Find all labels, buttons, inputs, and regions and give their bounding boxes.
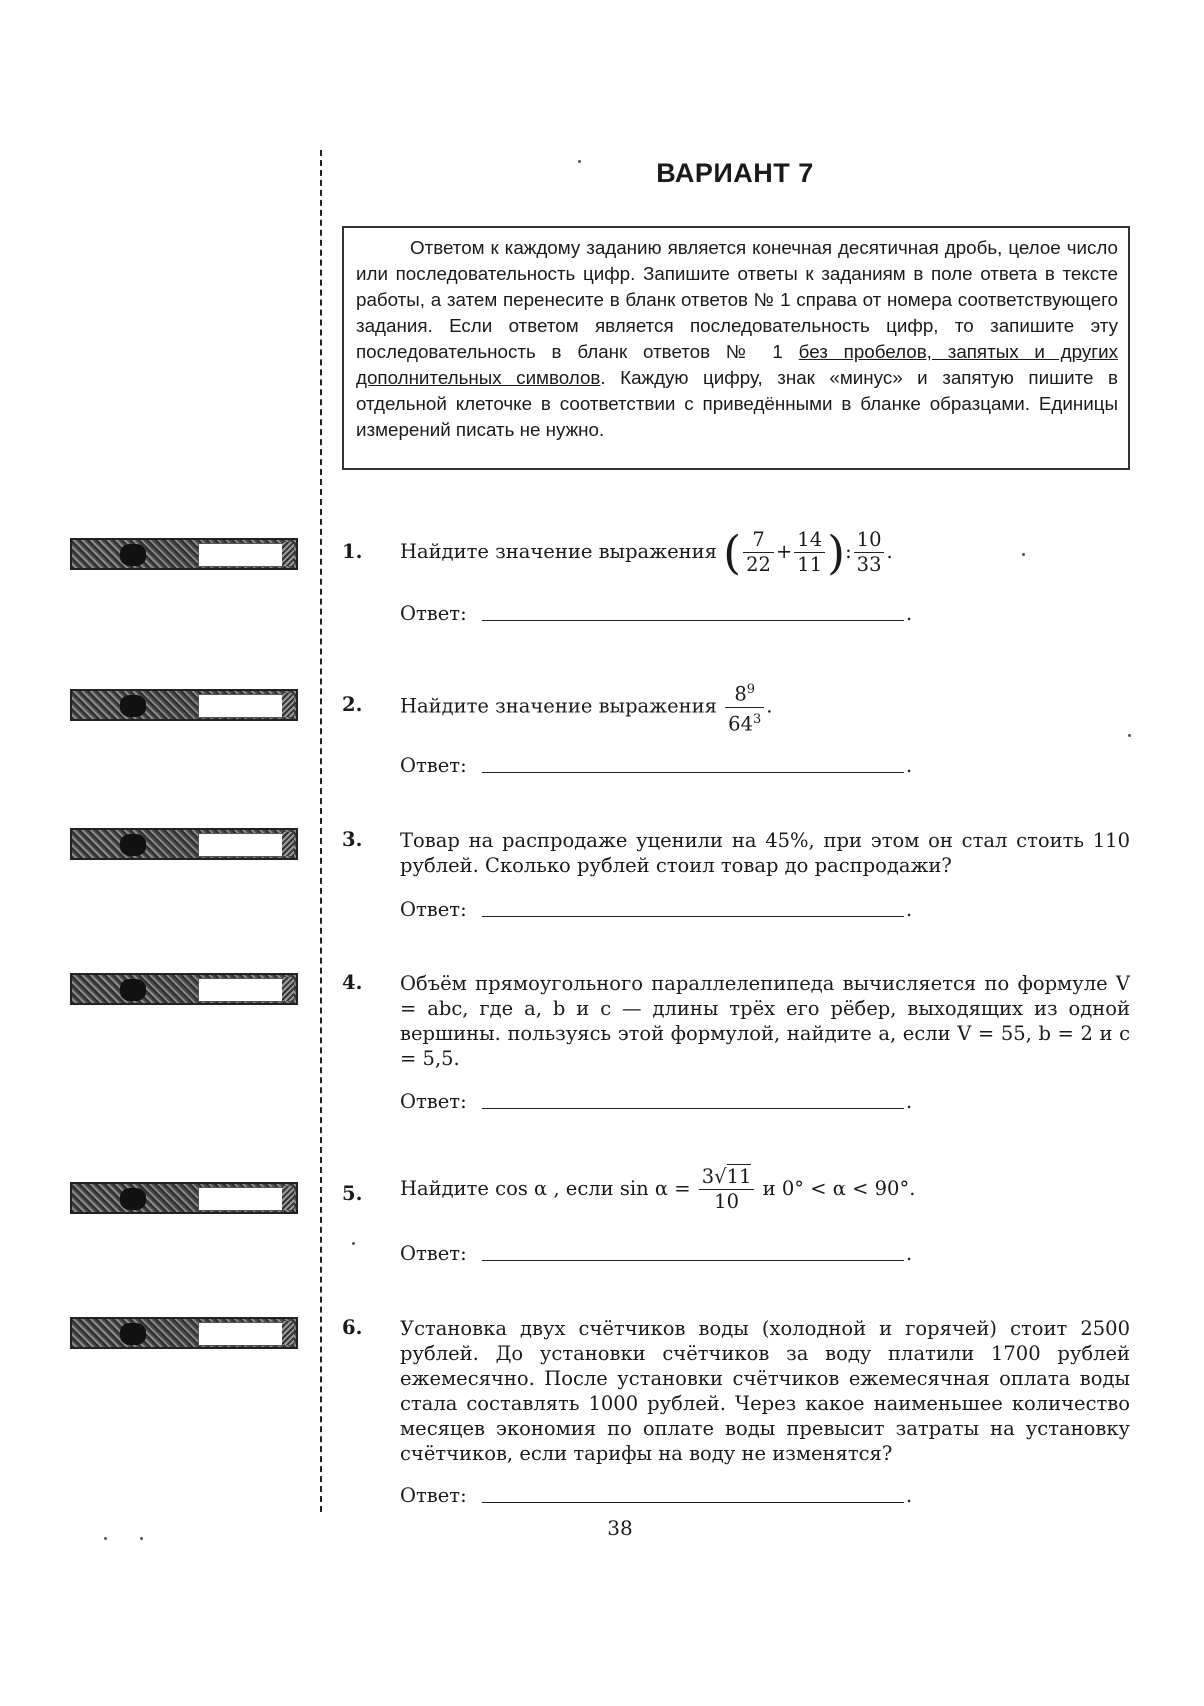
sqrt-icon: √ [714,1165,727,1188]
scan-speck [140,1537,143,1540]
marker-number [120,979,146,1001]
base: 64 [728,712,753,735]
scan-speck [1128,734,1131,737]
instructions-underlined: без пробелов, запятых и других дополнительных символов [356,341,1119,388]
answer-end: . [906,754,913,777]
answer-end: . [906,1242,913,1265]
numerator [699,1165,755,1190]
answer-marker-5 [70,1182,298,1214]
page-number: 38 [607,1516,633,1540]
marker-cap [282,832,294,856]
task-text: и 0° < α < 90°. [762,1177,916,1200]
answer-marker-4 [70,973,298,1005]
answer-label: Ответ: [400,1484,467,1507]
answer-label: Ответ: [400,898,467,921]
answer-line[interactable] [482,620,904,621]
task-text: Объём прямоугольного параллелепипеда вычисляется по формуле V = abc, где a, b и c — длины трёх его рёбер, выходящих из одной вершины. пользуясь этой формулой, найдите a, если V = 55, b = 2 и c = 5,5. [400,972,1130,1070]
answer-label: Ответ: [400,754,467,777]
answer-marker-2 [70,689,298,721]
scan-speck [578,160,581,163]
marker-field [198,694,284,718]
task-text: Товар на распродаже уценили на 45%, при этом он стал стоить 110 рублей. Сколько рублей стоил товар до распродажи? [400,829,1130,877]
fraction [699,1165,755,1214]
task-body [400,525,1130,580]
task-number: 3. [342,828,363,851]
task-number: 6. [342,1316,363,1339]
task-text: Найдите значение выражения [400,694,717,718]
operator: + [775,540,793,563]
answer-line[interactable] [482,772,904,773]
marker-field [198,833,284,857]
answer-row-3 [400,898,913,921]
marker-field [198,1322,284,1346]
answer-row-2 [400,754,913,777]
marker-cap [282,1321,294,1345]
fraction [743,528,774,577]
numerator: 14 [794,528,825,553]
period: . [886,540,893,563]
marker-number [120,834,146,856]
scan-speck [104,1537,107,1540]
task-number: 4. [342,971,363,994]
period: . [766,694,773,718]
numerator [725,678,764,708]
answer-marker-1 [70,538,298,570]
answer-row-1 [400,602,913,625]
instructions-text [356,235,1118,443]
task-text: Найдите значение выражения [400,540,717,563]
answer-marker-6 [70,1317,298,1349]
answer-line[interactable] [482,1260,904,1261]
instructions-text-part: Ответом к каждому заданию является конечная десятичная дробь, целое число или последовательность цифр. Запишите ответы к заданиям в поле ответа в тексте работы, а затем перенесите в бланк ответов № 1 справа от номера соответствующего задания. Если ответом является последовательность цифр, то запишите эту последовательность в бланк ответов № 1 [356,237,1118,362]
task-text: Найдите cos α , если sin α = [400,1177,691,1200]
answer-end: . [906,1090,913,1113]
marker-number [120,1323,146,1345]
marker-field [198,1187,284,1211]
instructions-text-part: . Каждую цифру, знак «минус» и запятую пишите в отдельной клеточке в соответствии с приведёнными в бланке образцами. Единицы измерений писать не нужно. [356,367,1118,440]
answer-line[interactable] [482,1502,904,1503]
task-number: 2. [342,693,363,716]
right-paren: ) [827,525,846,580]
coefficient: 3 [701,1165,715,1188]
denominator: 10 [714,1190,739,1213]
fraction [794,528,825,577]
base: 8 [734,682,747,706]
scan-speck [352,1242,355,1245]
fraction [725,678,764,736]
answer-label: Ответ: [400,1090,467,1113]
answer-end: . [906,1484,913,1507]
answer-line[interactable] [482,916,904,917]
answer-row-4 [400,1090,913,1113]
exponent: 9 [746,682,756,697]
scan-speck [1022,553,1025,556]
denominator: 22 [746,553,771,576]
instructions-box [342,226,1130,470]
task-number: 1. [342,540,363,563]
marker-cap [282,693,294,717]
denominator [725,708,764,737]
cut-line [320,150,322,1512]
exponent: 3 [753,711,762,727]
marker-number [120,695,146,717]
task-body [400,678,1130,736]
denominator: 11 [797,553,823,576]
marker-number [120,1188,146,1210]
answer-line[interactable] [482,1108,904,1109]
left-paren: ( [723,525,742,580]
task-text: Установка двух счётчиков воды (холодной и горячей) стоит 2500 рублей. До установки счётчиков за воду платили 1700 рублей ежемесячно. После установки счётчиков ежемесячная оплата воды стала составлять 1000 рублей. Через какое наименьшее количество месяцев экономия по оплате воды превысит затраты на установку счётчиков, если тарифы на воду не изменятся? [400,1317,1130,1465]
fraction [854,528,885,577]
answer-end: . [906,602,913,625]
answer-label: Ответ: [400,1242,467,1265]
marker-cap [282,542,294,566]
answer-row-6 [400,1484,913,1507]
radicand: 11 [726,1165,752,1188]
task-body [400,1165,1130,1214]
numerator: 10 [854,528,885,553]
operator: : [845,540,852,563]
marker-cap [282,977,294,1001]
marker-cap [282,1186,294,1210]
answer-row-5 [400,1242,913,1265]
denominator: 33 [856,553,882,576]
answer-end: . [906,898,913,921]
marker-number [120,544,146,566]
numerator: 7 [743,528,774,553]
answer-label: Ответ: [400,602,467,625]
answer-marker-3 [70,828,298,860]
marker-field [198,543,284,567]
page-title: ВАРИАНТ 7 [656,158,814,188]
task-number: 5. [342,1182,363,1205]
marker-field [198,978,284,1002]
